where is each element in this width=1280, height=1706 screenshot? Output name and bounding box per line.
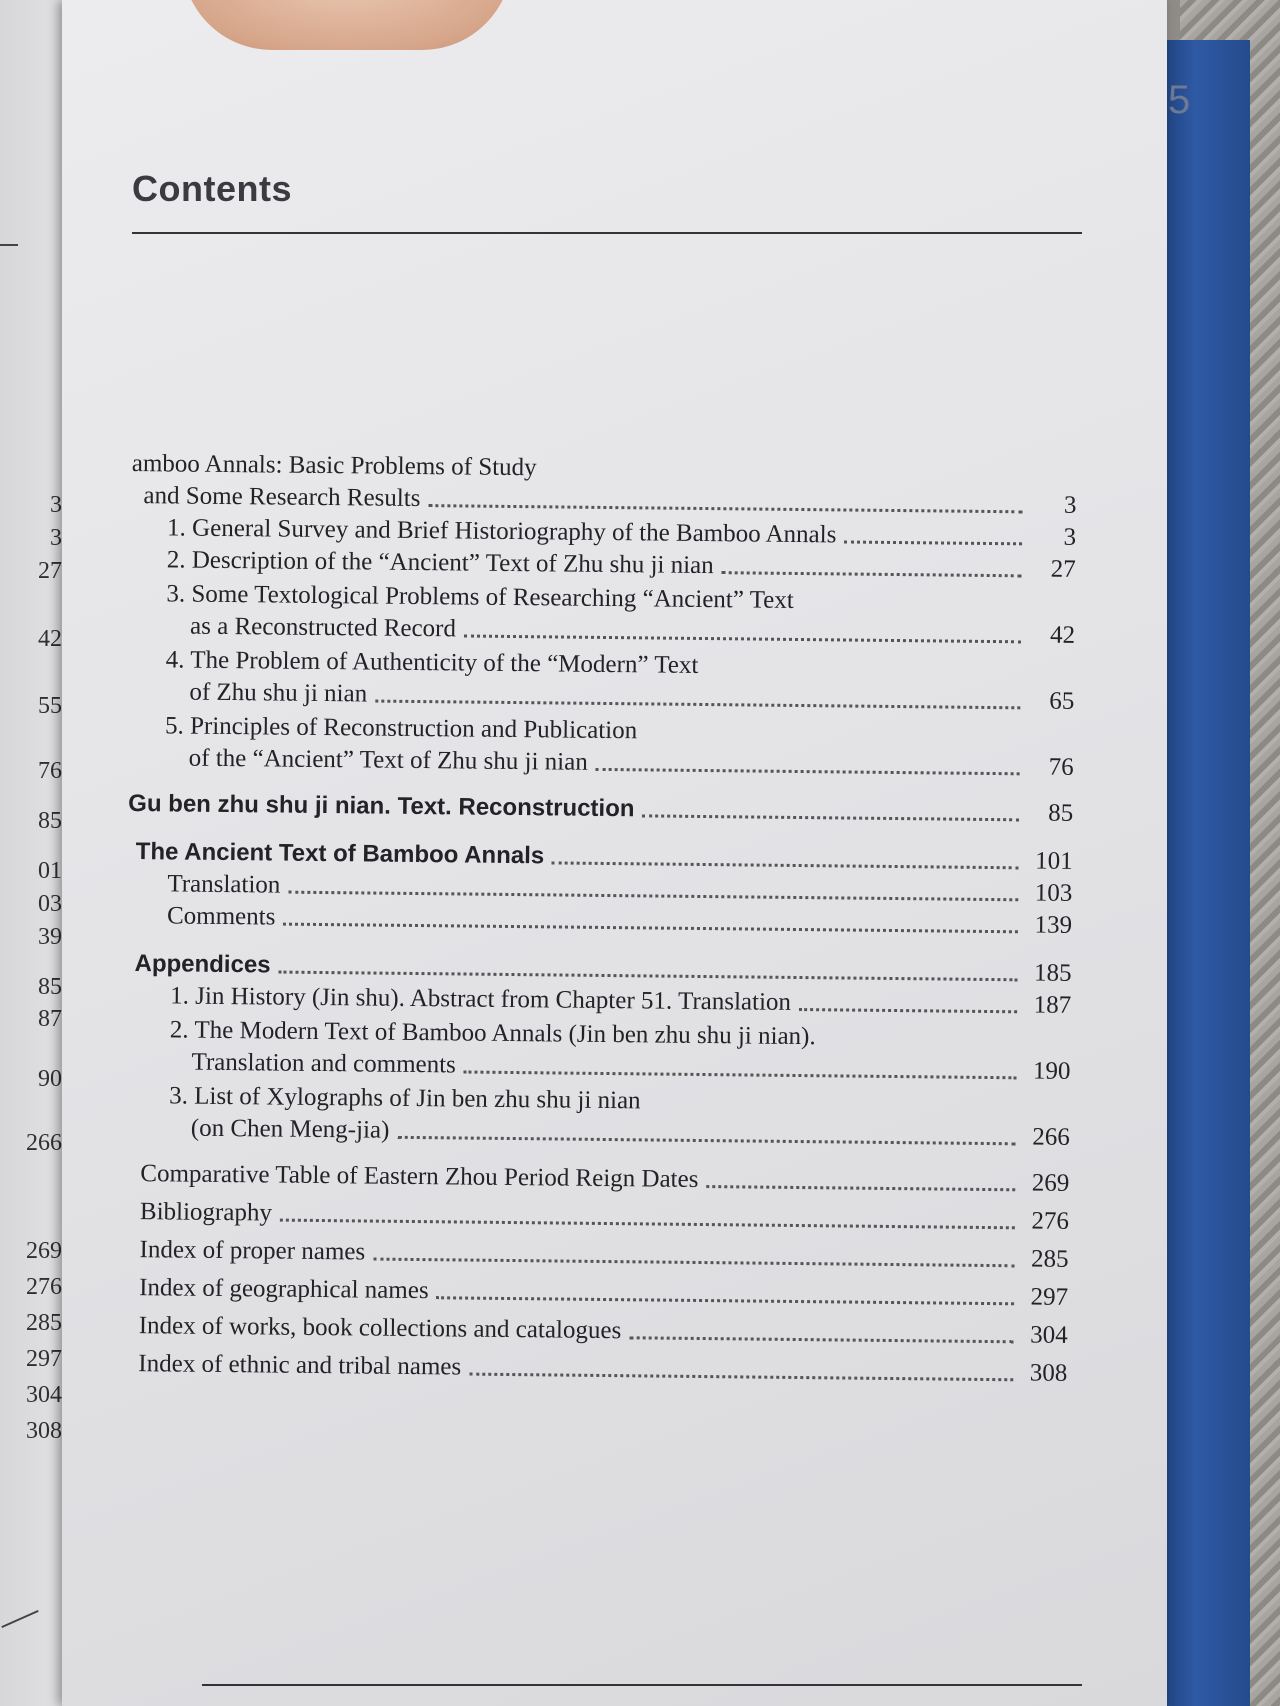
contents-page [62, 0, 1167, 1706]
toc-entry-title: Translation [167, 870, 281, 899]
dot-leader [464, 634, 1021, 643]
previous-page-number: 276 [26, 1274, 62, 1300]
previous-page-number: 285 [26, 1310, 62, 1336]
book-cover [1155, 40, 1250, 1706]
toc-page-number: 190 [1032, 1057, 1071, 1085]
previous-page-number: 03 [38, 891, 62, 917]
toc-entry[interactable] [124, 1193, 1069, 1237]
toc-entry[interactable] [123, 1307, 1068, 1351]
previous-page-rule [0, 244, 18, 246]
dot-leader [397, 1136, 1015, 1145]
toc-page-number: 266 [1032, 1123, 1070, 1151]
previous-page-number: 85 [38, 808, 62, 834]
dot-leader [629, 1336, 1013, 1343]
toc-entry-title: 2. Description of the “Ancient” Text of Zhu shu ji nian [166, 546, 714, 580]
toc-page-number: 139 [1034, 911, 1073, 939]
previous-page-number: 269 [26, 1238, 62, 1264]
toc-entry-title: 1. Jin History (Jin shu). Abstract from Chapter 51. Translation [170, 982, 792, 1016]
toc-entry-title: of the “Ancient” Text of Zhu shu ji nian [188, 744, 588, 776]
previous-page-number: 76 [38, 758, 62, 784]
toc-entry-title: Index of geographical names [139, 1274, 429, 1305]
previous-page-number: 39 [38, 924, 62, 950]
toc-page-number: 187 [1033, 991, 1072, 1019]
toc-entry[interactable] [123, 1231, 1068, 1275]
dot-leader [706, 1185, 1015, 1191]
toc-page-number: 297 [1030, 1283, 1069, 1311]
toc-page-number: 3 [1063, 523, 1077, 551]
toc-page-number: 65 [1049, 687, 1075, 715]
toc-entry-title: 5. Principles of Reconstruction and Publication [164, 712, 638, 745]
toc-page-number: 304 [1030, 1321, 1068, 1349]
toc-page-number: 76 [1048, 753, 1074, 781]
toc-page-number: 3 [1063, 491, 1077, 519]
dot-leader [552, 861, 1019, 869]
toc-entry-title: and Some Research Results [143, 482, 421, 513]
toc-entry-title: (on Chen Meng-jia) [190, 1114, 390, 1144]
toc-entry[interactable] [128, 785, 1073, 829]
toc-entry-title: The Ancient Text of Bamboo Annals [135, 838, 545, 870]
toc-entry-title: Index of ethnic and tribal names [138, 1350, 462, 1381]
dot-leader [375, 700, 1020, 710]
previous-page-number: 3 [50, 525, 62, 551]
previous-page-number: 27 [38, 558, 62, 584]
title-rule [132, 232, 1082, 234]
toc-page-number: 185 [1033, 959, 1072, 987]
toc-page-number: 27 [1050, 555, 1076, 583]
previous-page-number: 3 [50, 492, 62, 518]
toc-entry-title: Appendices [134, 950, 271, 979]
toc-entry-title: 1. General Survey and Brief Historiography of the Bamboo Annals [166, 514, 837, 549]
toc-page-number: 85 [1048, 799, 1074, 827]
bottom-rule [202, 1684, 1082, 1686]
previous-page-number: 01 [38, 858, 62, 884]
toc-entry-title: Index of works, book collections and catalogues [138, 1312, 622, 1345]
toc-page-number: 308 [1029, 1359, 1068, 1387]
previous-page-number: 308 [26, 1418, 62, 1444]
toc-entry-title: Translation and comments [191, 1048, 457, 1079]
toc-page-number: 42 [1049, 621, 1076, 649]
dot-leader [722, 571, 1022, 577]
dot-leader [373, 1258, 1014, 1268]
dot-leader [464, 1071, 1017, 1080]
dot-leader [469, 1373, 1013, 1382]
thumb-holding-page [182, 0, 512, 50]
dot-leader [799, 1008, 1017, 1013]
dot-leader [437, 1296, 1015, 1305]
previous-page-number: 85 [38, 974, 62, 1000]
toc-entry-title: Bibliography [139, 1198, 273, 1227]
dot-leader [642, 814, 1019, 821]
toc-entry-title: Index of proper names [139, 1236, 366, 1266]
toc-page-number: 276 [1031, 1207, 1070, 1235]
previous-page-number: 90 [38, 1066, 62, 1092]
previous-page-number: 87 [38, 1006, 62, 1032]
previous-page-bottom-rule [1, 1610, 38, 1628]
cover-handwritten-mark: 5 [1168, 78, 1191, 122]
previous-page-number: 304 [26, 1382, 62, 1408]
toc-entry[interactable] [124, 1155, 1069, 1199]
toc-entry-title: as a Reconstructed Record [189, 612, 457, 643]
page-title: Contents [132, 168, 292, 209]
toc-entry-title: Comments [166, 902, 276, 931]
toc-entry-title: 3. Some Textological Problems of Researching “Ancient” Text [166, 580, 794, 614]
toc-entry-title: 4. The Problem of Authenticity of the “Modern” Text [165, 646, 699, 679]
toc-page-number: 103 [1034, 879, 1073, 907]
dot-leader [283, 923, 1018, 934]
toc-entry-title: amboo Annals: Basic Problems of Study [131, 449, 537, 482]
previous-page-number: 55 [38, 693, 62, 719]
previous-page-number: 42 [38, 626, 62, 652]
dot-leader [280, 1219, 1015, 1230]
toc-entry-title: 3. List of Xylographs of Jin ben zhu shu ji nian [169, 1082, 641, 1115]
toc-entry-title: Comparative Table of Eastern Zhou Period Reign Dates [140, 1160, 699, 1193]
dot-leader [428, 504, 1022, 513]
toc-entry[interactable] [122, 1345, 1067, 1389]
toc-entry-title: Gu ben zhu shu ji nian. Text. Reconstruction [128, 789, 635, 823]
toc-entry-title: of Zhu shu ji nian [189, 678, 368, 708]
dot-leader [596, 768, 1020, 775]
previous-page-number: 266 [26, 1130, 62, 1156]
dot-leader [844, 540, 1022, 545]
table-of-contents [128, 445, 1077, 1387]
toc-page-number: 269 [1031, 1169, 1070, 1197]
toc-page-number: 285 [1030, 1245, 1069, 1273]
previous-page-number: 297 [26, 1346, 62, 1372]
toc-page-number: 101 [1035, 847, 1073, 875]
toc-entry[interactable] [123, 1269, 1068, 1313]
toc-entry-title: 2. The Modern Text of Bamboo Annals (Jin ben zhu shu ji nian). [169, 1016, 816, 1051]
